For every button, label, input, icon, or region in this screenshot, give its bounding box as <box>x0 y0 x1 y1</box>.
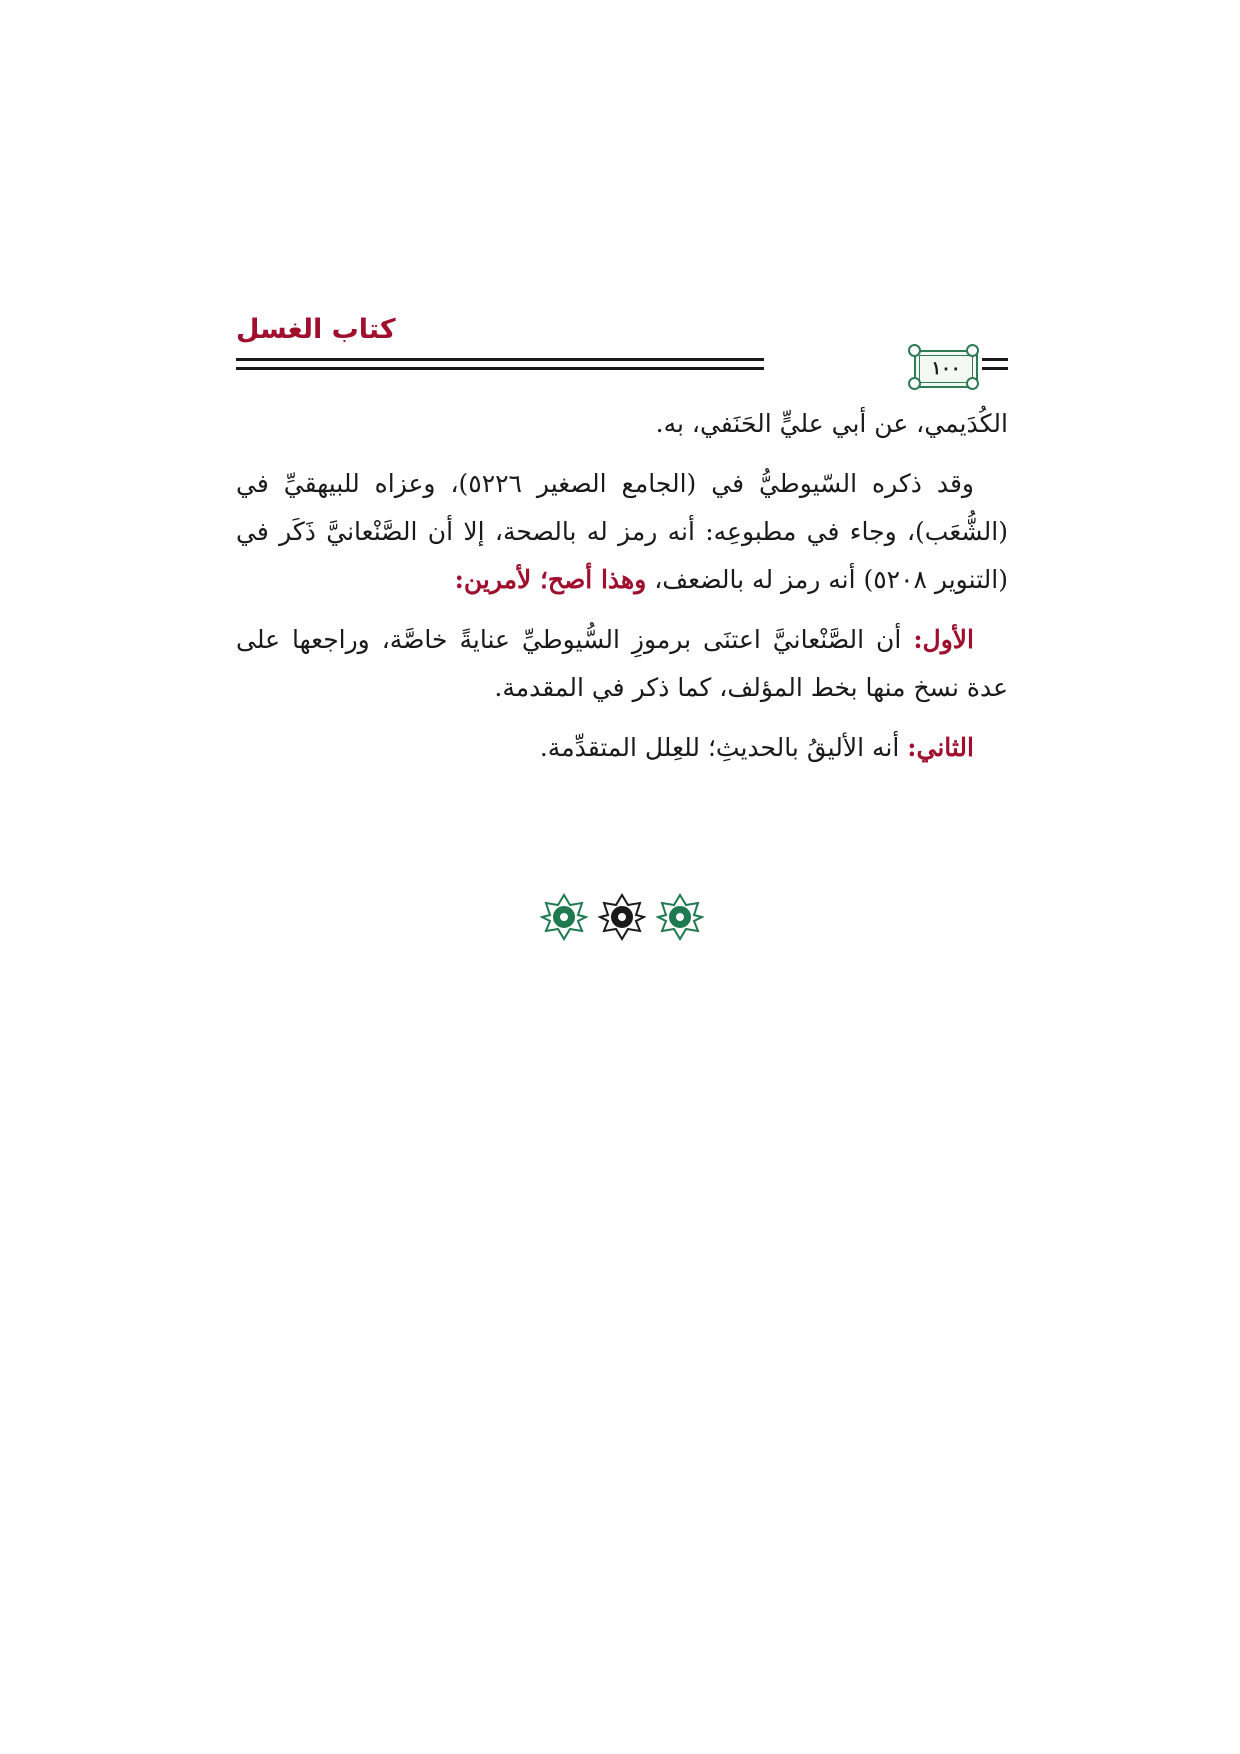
black-star-ornament-icon <box>598 893 646 941</box>
chapter-title: كتاب الغسل <box>236 314 396 345</box>
paragraph-1: الكُدَيمي، عن أبي عليٍّ الحَنَفي، به. <box>655 409 1008 438</box>
green-star-ornament-icon <box>540 893 588 941</box>
green-star-ornament-icon <box>656 893 704 941</box>
paragraph-3-label: الأول: <box>913 625 974 654</box>
page-body <box>236 400 1008 772</box>
header-rule-end-top <box>982 358 1008 361</box>
header-rule-bottom <box>236 367 764 370</box>
paragraph-4 <box>236 724 1008 772</box>
paragraph-4-text: أنه الأليقُ بالحديثِ؛ للعِلل المتقدِّمة. <box>539 733 900 762</box>
paragraph-4-label: الثاني: <box>907 733 974 762</box>
paragraph-3-text: أن الصَّنْعانيَّ اعتنَى برموزِ السُّيوطيِّ عنايةً خاصَّة، وراجعها على عدة نسخ منها بخط المؤلف، كما ذكر في المقدمة. <box>236 625 1008 702</box>
paragraph-2-highlight: وهذا أصح؛ لأمرين: <box>454 565 647 594</box>
page-header <box>236 316 1008 388</box>
page-number: ١٠٠ <box>931 358 961 379</box>
paragraph-2-text: وقد ذكره السّيوطيُّ في (الجامع الصغير ٥٢٢٦)، وعزاه للبيهقيِّ في (الشُّعَب)، وجاء في مطبوعِه: أنه رمز له بالصحة، إلا أن الصَّنْعانيَّ ذَكَر في (التنوير ٥٢٠٨) أنه رمز له بالضعف، <box>236 469 1008 594</box>
header-rule-top <box>236 358 764 361</box>
header-rule-end-bottom <box>982 367 1008 370</box>
section-end-ornaments <box>540 893 704 941</box>
page-number-badge <box>770 334 976 386</box>
paragraph-2 <box>236 460 1008 604</box>
paragraph-3 <box>236 616 1008 712</box>
